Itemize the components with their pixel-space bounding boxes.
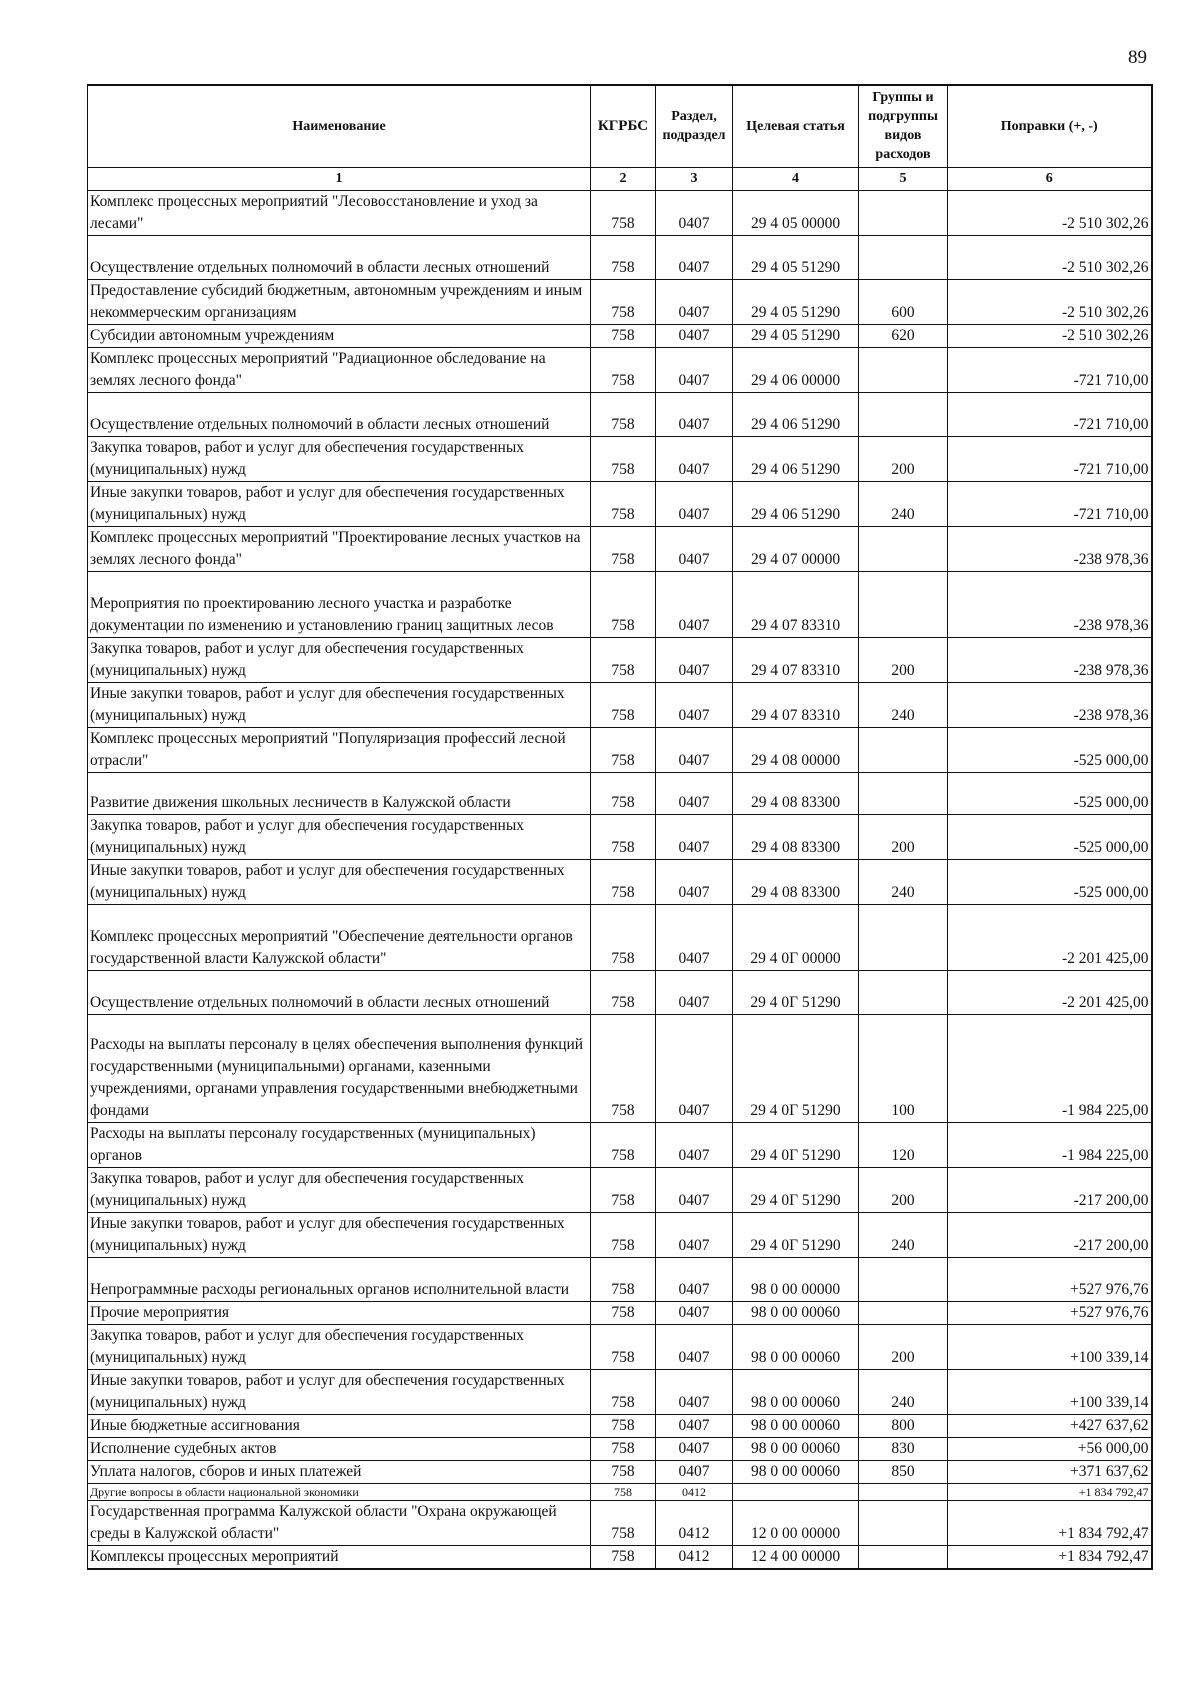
row-section: 0407 <box>656 571 733 637</box>
row-group: 200 <box>859 1324 948 1369</box>
row-target: 29 4 07 83310 <box>733 571 859 637</box>
row-group: 120 <box>859 1122 948 1167</box>
table-row <box>88 1257 1152 1301</box>
row-name: Расходы на выплаты персоналу государственных (муниципальных) органов <box>88 1122 591 1167</box>
row-kgrbs: 758 <box>591 637 656 682</box>
row-section: 0412 <box>656 1545 733 1569</box>
row-target: 29 4 05 51290 <box>733 279 859 324</box>
row-section: 0407 <box>656 235 733 279</box>
row-kgrbs: 758 <box>591 1414 656 1437</box>
row-amount: -721 710,00 <box>948 481 1152 526</box>
table-row <box>88 814 1152 859</box>
row-amount: -525 000,00 <box>948 859 1152 904</box>
row-group: 240 <box>859 682 948 727</box>
row-target: 29 4 0Г 51290 <box>733 1122 859 1167</box>
row-group: 240 <box>859 1212 948 1257</box>
header-section: Раздел, подраздел <box>656 85 733 167</box>
row-amount: -2 510 302,26 <box>948 279 1152 324</box>
table-row <box>88 904 1152 970</box>
row-section: 0407 <box>656 481 733 526</box>
table-row <box>88 1460 1152 1483</box>
table-body <box>88 190 1152 1569</box>
row-kgrbs: 758 <box>591 481 656 526</box>
row-section: 0407 <box>656 904 733 970</box>
row-kgrbs: 758 <box>591 347 656 392</box>
row-name: Иные закупки товаров, работ и услуг для обеспечения государственных (муниципальных) нужд <box>88 481 591 526</box>
row-kgrbs: 758 <box>591 772 656 814</box>
row-target: 29 4 0Г 51290 <box>733 1014 859 1122</box>
row-group <box>859 1545 948 1569</box>
row-name: Комплекс процессных мероприятий "Проектирование лесных участков на землях лесного фонда" <box>88 526 591 571</box>
row-amount: -238 978,36 <box>948 682 1152 727</box>
row-name: Государственная программа Калужской области "Охрана окружающей среды в Калужской области" <box>88 1500 591 1545</box>
row-target: 29 4 07 00000 <box>733 526 859 571</box>
row-group <box>859 347 948 392</box>
column-number: 6 <box>948 167 1152 190</box>
row-target: 29 4 0Г 51290 <box>733 1167 859 1212</box>
row-section: 0407 <box>656 279 733 324</box>
row-amount: -2 201 425,00 <box>948 904 1152 970</box>
row-name: Комплекс процессных мероприятий "Радиационное обследование на землях лесного фонда" <box>88 347 591 392</box>
table-row <box>88 1483 1152 1500</box>
table-row <box>88 859 1152 904</box>
table-row <box>88 1014 1152 1122</box>
row-name: Развитие движения школьных лесничеств в Калужской области <box>88 772 591 814</box>
row-section: 0407 <box>656 347 733 392</box>
row-amount: -525 000,00 <box>948 814 1152 859</box>
column-number: 1 <box>88 167 591 190</box>
row-amount: -2 510 302,26 <box>948 324 1152 347</box>
row-kgrbs: 758 <box>591 1122 656 1167</box>
row-group <box>859 727 948 772</box>
row-amount: +100 339,14 <box>948 1369 1152 1414</box>
row-amount: +371 637,62 <box>948 1460 1152 1483</box>
row-kgrbs: 758 <box>591 1500 656 1545</box>
row-section: 0407 <box>656 1437 733 1460</box>
row-group: 100 <box>859 1014 948 1122</box>
table-row <box>88 1437 1152 1460</box>
row-group: 620 <box>859 324 948 347</box>
row-group: 200 <box>859 1167 948 1212</box>
row-section: 0407 <box>656 324 733 347</box>
row-target: 29 4 06 00000 <box>733 347 859 392</box>
table-row <box>88 970 1152 1014</box>
row-name: Комплекс процессных мероприятий "Обеспечение деятельности органов государственной власти Калужской области" <box>88 904 591 970</box>
row-amount: +1 834 792,47 <box>948 1500 1152 1545</box>
row-target <box>733 1483 859 1500</box>
row-kgrbs: 758 <box>591 682 656 727</box>
row-kgrbs: 758 <box>591 279 656 324</box>
column-number: 3 <box>656 167 733 190</box>
header-kgrbs: КГРБС <box>591 85 656 167</box>
row-amount: -238 978,36 <box>948 526 1152 571</box>
row-kgrbs: 758 <box>591 1301 656 1324</box>
row-name: Осуществление отдельных полномочий в области лесных отношений <box>88 970 591 1014</box>
budget-amendments-table <box>87 84 1153 1570</box>
row-name: Комплексы процессных мероприятий <box>88 1545 591 1569</box>
row-kgrbs: 758 <box>591 571 656 637</box>
column-number: 2 <box>591 167 656 190</box>
row-kgrbs: 758 <box>591 1167 656 1212</box>
row-group: 600 <box>859 279 948 324</box>
row-amount: -1 984 225,00 <box>948 1122 1152 1167</box>
row-target: 98 0 00 00000 <box>733 1257 859 1301</box>
row-section: 0407 <box>656 1414 733 1437</box>
row-amount: +527 976,76 <box>948 1257 1152 1301</box>
row-section: 0407 <box>656 859 733 904</box>
row-section: 0407 <box>656 814 733 859</box>
row-target: 29 4 05 51290 <box>733 235 859 279</box>
row-name: Иные закупки товаров, работ и услуг для обеспечения государственных (муниципальных) нужд <box>88 1369 591 1414</box>
row-kgrbs: 758 <box>591 904 656 970</box>
row-section: 0407 <box>656 1369 733 1414</box>
row-section: 0407 <box>656 1301 733 1324</box>
column-number: 4 <box>733 167 859 190</box>
header-amount: Поправки (+, -) <box>948 85 1152 167</box>
row-amount: +1 834 792,47 <box>948 1545 1152 1569</box>
row-target: 98 0 00 00060 <box>733 1324 859 1369</box>
row-amount: +56 000,00 <box>948 1437 1152 1460</box>
row-section: 0407 <box>656 682 733 727</box>
row-kgrbs: 758 <box>591 526 656 571</box>
table-row <box>88 637 1152 682</box>
row-target: 12 0 00 00000 <box>733 1500 859 1545</box>
row-kgrbs: 758 <box>591 1437 656 1460</box>
row-amount: +100 339,14 <box>948 1324 1152 1369</box>
row-kgrbs: 758 <box>591 324 656 347</box>
row-name: Закупка товаров, работ и услуг для обеспечения государственных (муниципальных) нужд <box>88 1324 591 1369</box>
table-row <box>88 347 1152 392</box>
row-amount: -238 978,36 <box>948 571 1152 637</box>
page-number: 89 <box>1128 47 1147 68</box>
row-name: Закупка товаров, работ и услуг для обеспечения государственных (муниципальных) нужд <box>88 1167 591 1212</box>
row-name: Комплекс процессных мероприятий "Лесовосстановление и уход за лесами" <box>88 190 591 235</box>
row-kgrbs: 758 <box>591 190 656 235</box>
row-target: 12 4 00 00000 <box>733 1545 859 1569</box>
row-section: 0407 <box>656 1257 733 1301</box>
row-name: Осуществление отдельных полномочий в области лесных отношений <box>88 392 591 436</box>
row-target: 29 4 06 51290 <box>733 392 859 436</box>
row-group <box>859 1500 948 1545</box>
row-name: Закупка товаров, работ и услуг для обеспечения государственных (муниципальных) нужд <box>88 814 591 859</box>
row-kgrbs: 758 <box>591 1324 656 1369</box>
row-group <box>859 904 948 970</box>
row-amount: -721 710,00 <box>948 436 1152 481</box>
row-group <box>859 1483 948 1500</box>
row-target: 98 0 00 00060 <box>733 1414 859 1437</box>
column-number: 5 <box>859 167 948 190</box>
row-amount: -1 984 225,00 <box>948 1014 1152 1122</box>
row-amount: -2 510 302,26 <box>948 190 1152 235</box>
row-name: Непрограммные расходы региональных органов исполнительной власти <box>88 1257 591 1301</box>
row-group <box>859 526 948 571</box>
table-row <box>88 526 1152 571</box>
row-amount: -525 000,00 <box>948 772 1152 814</box>
row-group <box>859 571 948 637</box>
row-target: 29 4 06 51290 <box>733 436 859 481</box>
row-name: Комплекс процессных мероприятий "Популяризация профессий лесной отрасли" <box>88 727 591 772</box>
row-section: 0407 <box>656 1460 733 1483</box>
row-name: Мероприятия по проектированию лесного участка и разработке документации по изменению и установлению границ защитных лесов <box>88 571 591 637</box>
row-name: Уплата налогов, сборов и иных платежей <box>88 1460 591 1483</box>
row-section: 0412 <box>656 1483 733 1500</box>
row-group <box>859 970 948 1014</box>
row-section: 0407 <box>656 190 733 235</box>
row-name: Закупка товаров, работ и услуг для обеспечения государственных (муниципальных) нужд <box>88 637 591 682</box>
row-target: 29 4 0Г 51290 <box>733 970 859 1014</box>
row-target: 29 4 0Г 51290 <box>733 1212 859 1257</box>
row-amount: -721 710,00 <box>948 347 1152 392</box>
row-target: 29 4 06 51290 <box>733 481 859 526</box>
row-name: Осуществление отдельных полномочий в области лесных отношений <box>88 235 591 279</box>
table-row <box>88 190 1152 235</box>
row-kgrbs: 758 <box>591 814 656 859</box>
row-amount: +1 834 792,47 <box>948 1483 1152 1500</box>
row-group: 200 <box>859 436 948 481</box>
row-amount: -721 710,00 <box>948 392 1152 436</box>
row-name: Иные закупки товаров, работ и услуг для обеспечения государственных (муниципальных) нужд <box>88 859 591 904</box>
row-amount: +527 976,76 <box>948 1301 1152 1324</box>
row-target: 29 4 08 83300 <box>733 772 859 814</box>
row-name: Субсидии автономным учреждениям <box>88 324 591 347</box>
table-row <box>88 235 1152 279</box>
row-target: 29 4 05 00000 <box>733 190 859 235</box>
row-group <box>859 392 948 436</box>
row-group <box>859 1257 948 1301</box>
row-amount: -238 978,36 <box>948 637 1152 682</box>
row-name: Закупка товаров, работ и услуг для обеспечения государственных (муниципальных) нужд <box>88 436 591 481</box>
row-kgrbs: 758 <box>591 1014 656 1122</box>
row-kgrbs: 758 <box>591 436 656 481</box>
row-group: 200 <box>859 814 948 859</box>
row-target: 29 4 08 83300 <box>733 859 859 904</box>
row-name: Прочие мероприятия <box>88 1301 591 1324</box>
row-amount: -217 200,00 <box>948 1167 1152 1212</box>
table-row <box>88 1167 1152 1212</box>
row-target: 98 0 00 00060 <box>733 1460 859 1483</box>
table-row <box>88 392 1152 436</box>
row-amount: -2 201 425,00 <box>948 970 1152 1014</box>
row-kgrbs: 758 <box>591 970 656 1014</box>
table-row <box>88 727 1152 772</box>
row-group <box>859 190 948 235</box>
table-row <box>88 279 1152 324</box>
row-section: 0407 <box>656 392 733 436</box>
table-row <box>88 1500 1152 1545</box>
table-row <box>88 436 1152 481</box>
row-section: 0407 <box>656 970 733 1014</box>
row-name: Иные закупки товаров, работ и услуг для обеспечения государственных (муниципальных) нужд <box>88 1212 591 1257</box>
row-target: 29 4 07 83310 <box>733 637 859 682</box>
row-group: 800 <box>859 1414 948 1437</box>
row-kgrbs: 758 <box>591 235 656 279</box>
row-kgrbs: 758 <box>591 1545 656 1569</box>
table-row <box>88 571 1152 637</box>
row-section: 0407 <box>656 526 733 571</box>
row-name: Расходы на выплаты персоналу в целях обеспечения выполнения функций государственными (муниципальными) органами, казенными учреждениями, органами управления государственными внебюджетными фондами <box>88 1014 591 1122</box>
row-section: 0407 <box>656 1324 733 1369</box>
row-section: 0407 <box>656 637 733 682</box>
table-row <box>88 481 1152 526</box>
row-group: 830 <box>859 1437 948 1460</box>
row-name: Другие вопросы в области национальной экономики <box>88 1483 591 1500</box>
table-row <box>88 1369 1152 1414</box>
row-section: 0407 <box>656 1122 733 1167</box>
row-group <box>859 1301 948 1324</box>
row-target: 29 4 05 51290 <box>733 324 859 347</box>
row-kgrbs: 758 <box>591 1212 656 1257</box>
row-target: 98 0 00 00060 <box>733 1437 859 1460</box>
row-section: 0407 <box>656 772 733 814</box>
row-name: Предоставление субсидий бюджетным, автономным учреждениям и иным некоммерческим организациям <box>88 279 591 324</box>
row-kgrbs: 758 <box>591 1483 656 1500</box>
row-section: 0412 <box>656 1500 733 1545</box>
row-amount: -2 510 302,26 <box>948 235 1152 279</box>
row-section: 0407 <box>656 1212 733 1257</box>
table-row <box>88 1122 1152 1167</box>
row-name: Исполнение судебных актов <box>88 1437 591 1460</box>
header-target: Целевая статья <box>733 85 859 167</box>
row-group <box>859 772 948 814</box>
row-target: 29 4 08 00000 <box>733 727 859 772</box>
row-group: 240 <box>859 859 948 904</box>
row-target: 98 0 00 00060 <box>733 1369 859 1414</box>
row-target: 29 4 0Г 00000 <box>733 904 859 970</box>
header-groups: Группы и подгруппы видов расходов <box>859 85 948 167</box>
row-target: 29 4 07 83310 <box>733 682 859 727</box>
row-kgrbs: 758 <box>591 1460 656 1483</box>
table-row <box>88 1301 1152 1324</box>
row-kgrbs: 758 <box>591 1369 656 1414</box>
row-section: 0407 <box>656 436 733 481</box>
row-amount: -217 200,00 <box>948 1212 1152 1257</box>
row-group <box>859 235 948 279</box>
row-group: 240 <box>859 481 948 526</box>
row-amount: +427 637,62 <box>948 1414 1152 1437</box>
row-name: Иные закупки товаров, работ и услуг для обеспечения государственных (муниципальных) нужд <box>88 682 591 727</box>
table-row <box>88 1414 1152 1437</box>
row-target: 29 4 08 83300 <box>733 814 859 859</box>
row-group: 200 <box>859 637 948 682</box>
row-section: 0407 <box>656 1014 733 1122</box>
row-kgrbs: 758 <box>591 859 656 904</box>
row-kgrbs: 758 <box>591 727 656 772</box>
row-section: 0407 <box>656 727 733 772</box>
row-name: Иные бюджетные ассигнования <box>88 1414 591 1437</box>
header-name: Наименование <box>88 85 591 167</box>
table-row <box>88 1212 1152 1257</box>
row-kgrbs: 758 <box>591 1257 656 1301</box>
table-row <box>88 772 1152 814</box>
row-section: 0407 <box>656 1167 733 1212</box>
row-group: 850 <box>859 1460 948 1483</box>
table-row <box>88 1324 1152 1369</box>
table-row <box>88 682 1152 727</box>
table-row <box>88 1545 1152 1569</box>
row-kgrbs: 758 <box>591 392 656 436</box>
row-group: 240 <box>859 1369 948 1414</box>
row-amount: -525 000,00 <box>948 727 1152 772</box>
table-row <box>88 324 1152 347</box>
row-target: 98 0 00 00060 <box>733 1301 859 1324</box>
